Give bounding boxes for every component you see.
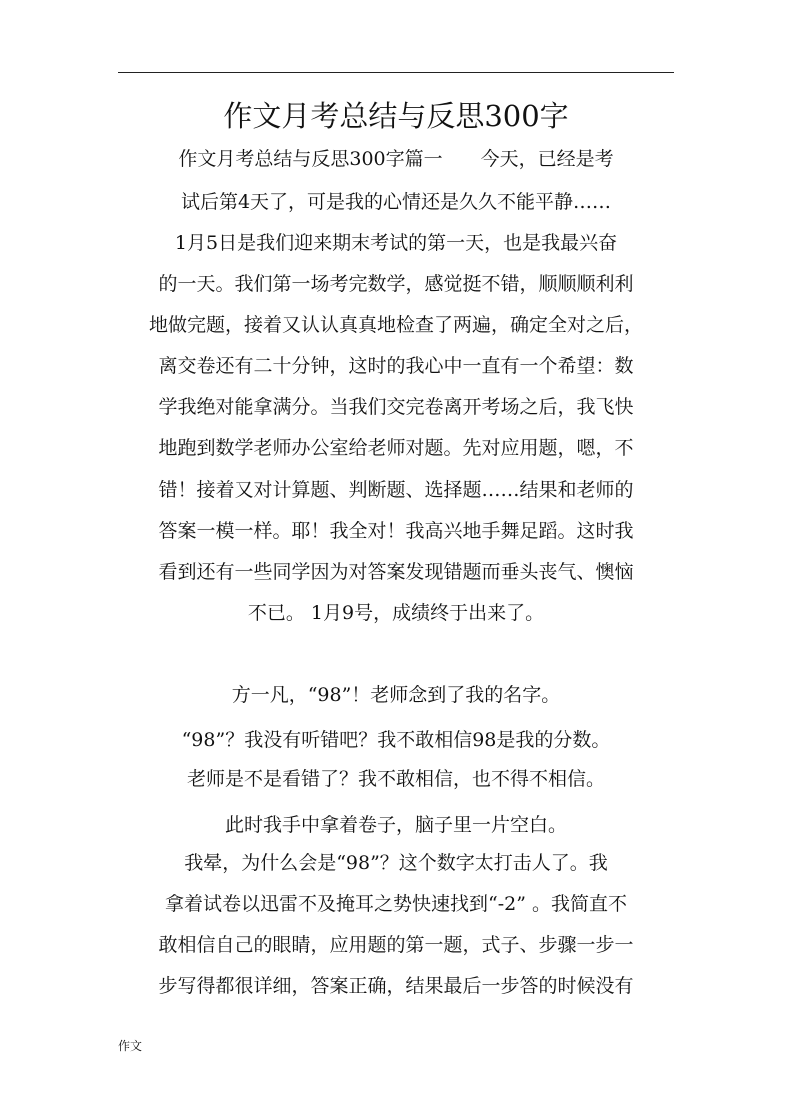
body-line: 看到还有一些同学因为对答案发现错题而垂头丧气、懊恼 — [158, 561, 634, 583]
body-line: 1月5日是我们迎来期末考试的第一天，也是我最兴奋 — [174, 232, 618, 254]
header-rule — [118, 72, 674, 73]
body-line: “98”？我没有听错吧？我不敢相信98是我的分数。 — [181, 729, 611, 751]
body-line: 离交卷还有二十分钟，这时的我心中一直有一个希望：数 — [158, 355, 634, 377]
body-line: 作文月考总结与反思300字篇一 今天，已经是考 — [178, 148, 614, 170]
footer-label: 作文 — [118, 1039, 143, 1053]
body-line: 敢相信自己的眼睛，应用题的第一题，式子、步骤一步一 — [158, 934, 634, 956]
body-line: 的一天。我们第一场考完数学，感觉挺不错，顺顺顺利利 — [158, 273, 634, 295]
body-line: 不已。 1月9号，成绩终于出来了。 — [247, 602, 545, 624]
body-line: 学我绝对能拿满分。当我们交完卷离开考场之后，我飞快 — [158, 396, 634, 418]
body-line: 方一凡，“98”！老师念到了我的名字。 — [231, 684, 561, 706]
body-line: 步写得都很详细，答案正确，结果最后一步答的时候没有 — [158, 975, 634, 997]
page-title: 作文月考总结与反思300字 — [223, 99, 569, 133]
body-line: 拿着试卷以迅雷不及掩耳之势快速找到“-2” 。我简直不 — [165, 893, 627, 915]
body-line: 地做完题，接着又认认真真地检查了两遍，确定全对之后， — [148, 314, 643, 336]
body-line: 答案一模一样。耶！我全对！我高兴地手舞足蹈。这时我 — [158, 520, 634, 542]
body-line: 地跑到数学老师办公室给老师对题。先对应用题，嗯，不 — [158, 437, 634, 459]
body-line: 我晕，为什么会是“98”？这个数字太打击人了。我 — [184, 852, 608, 874]
body-line: 试后第4天了，可是我的心情还是久久不能平静…… — [180, 191, 612, 213]
body-line: 老师是不是看错了？我不敢相信，也不得不相信。 — [186, 768, 605, 790]
body-line: 错！接着又对计算题、判断题、选择题……结果和老师的 — [158, 479, 634, 501]
body-line: 此时我手中拿着卷子，脑子里一片空白。 — [224, 814, 567, 836]
